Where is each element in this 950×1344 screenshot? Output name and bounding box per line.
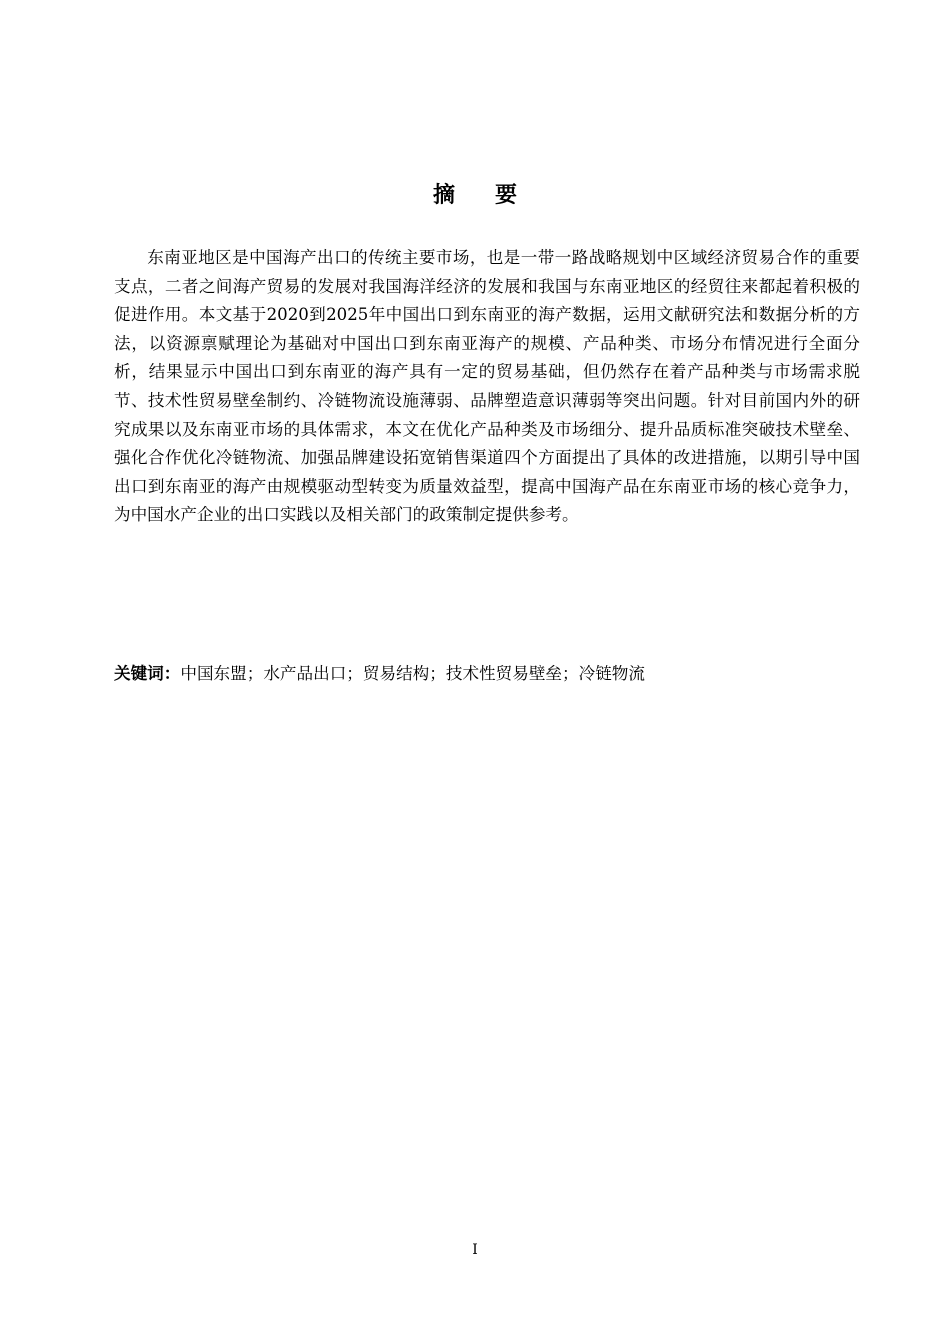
page-number: I <box>472 1242 478 1258</box>
keywords-text: 中国东盟；水产品出口；贸易结构；技术性贸易壁垒；冷链物流 <box>180 664 645 683</box>
keywords-line <box>114 660 860 688</box>
keywords-label: 关键词： <box>114 664 181 683</box>
abstract-body: 东南亚地区是中国海产出口的传统主要市场，也是一带一路战略规划中区域经济贸易合作的重要支点，二者之间海产贸易的发展对我国海洋经济的发展和我国与东南亚地区的经贸往来都起着积极的促进作用。本文基于2020到2025年中国出口到东南亚的海产数据，运用文献研究法和数据分析的方法，以资源禀赋理论为基础对中国出口到东南亚海产的规模、产品种类、市场分布情况进行全面分析，结果显示中国出口到东南亚的海产具有一定的贸易基础，但仍然存在着产品种类与市场需求脱节、技术性贸易壁垒制约、冷链物流设施薄弱、品牌塑造意识薄弱等突出问题。针对目前国内外的研究成果以及东南亚市场的具体需求，本文在优化产品种类及市场细分、提升品质标准突破技术壁垒、强化合作优化冷链物流、加强品牌建设拓宽销售渠道四个方面提出了具体的改进措施，以期引导中国出口到东南亚的海产由规模驱动型转变为质量效益型，提高中国海产品在东南亚市场的核心竞争力，为中国水产企业的出口实践以及相关部门的政策制定提供参考。 <box>114 248 860 525</box>
abstract-title-char-2: 要 <box>495 183 518 208</box>
abstract-title <box>0 178 950 209</box>
abstract-title-char-1: 摘 <box>432 183 455 208</box>
